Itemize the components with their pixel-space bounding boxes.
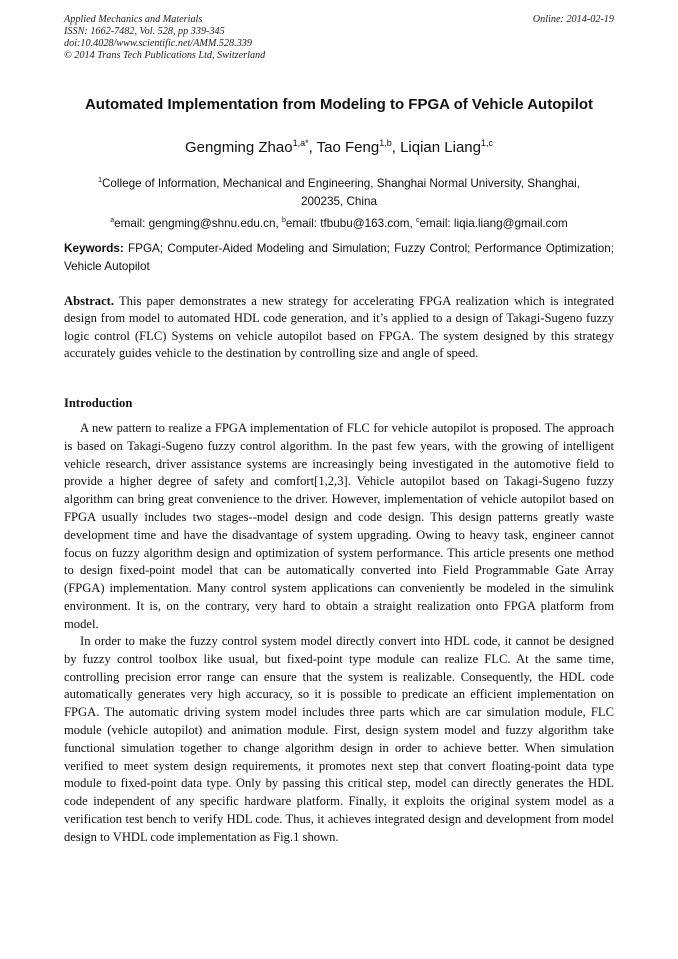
author-superscript: 1,b — [379, 138, 392, 148]
author-superscript: 1,c — [480, 138, 493, 148]
affiliation-superscript: 1 — [98, 177, 102, 185]
affiliation — [90, 175, 588, 211]
journal-name: Applied Mechanics and Materials — [64, 14, 203, 25]
author-name: Liqian Liang — [400, 139, 481, 156]
abstract — [64, 293, 614, 362]
online-date: Online: 2014-02-19 — [532, 14, 614, 25]
author-superscript: 1,a* — [292, 138, 309, 148]
email-list: $^a$email: gengming@shnu.edu.cn, $^b$email: tfbubu@163.com, $^c$email: liqia.liang@gmail.com — [110, 217, 568, 230]
affiliation-text: College of Information, Mechanical and Engineering, Shanghai Normal University, Shanghai, 200235, China — [101, 177, 580, 208]
intro-paragraph: In order to make the fuzzy control system model directly convert into HDL code, it cannot be designed by fuzzy control toolbox like usual, but fixed-point type module can realize FLC. At the same time, controlling precision error range can ensure that the system is realizable. Consequently, the HDL code automatically generates very high accuracy, so it is possible to predicate an efficient implementation on FPGA. The automatic driving system model includes three parts which are car simulation module, FLC module (vehicle autopilot) and animation module. First, design system model and fuzzy algorithm take functional simulation together to change algorithm design in order to achieve better. When simulation verified to meet system design requirements, it promotes next step that convert floating-point data type module to fixed-point data type. Only by passing this critical step, model can directly generates the HDL code independent of any specific hardware platform. Finally, it exploits the original system model as a verification test bench to verify HDL code. Thus, it achieves integrated design and development from model design to VHDL code implementation as Fig.1 shown. — [64, 634, 614, 844]
email-address[interactable]: email: gengming@shnu.edu.cn — [114, 217, 276, 230]
email-superscript: b — [281, 217, 286, 225]
journal-info — [64, 14, 265, 62]
keywords-text: FPGA; Computer-Aided Modeling and Simulation; Fuzzy Control; Performance Optimization; Vehicle Autopilot — [64, 242, 615, 273]
keywords — [64, 240, 614, 276]
author-name: Tao Feng — [316, 139, 380, 156]
intro-paragraph: A new pattern to realize a FPGA implementation of FLC for vehicle autopilot is proposed. The approach is based on Takagi-Sugeno fuzzy control algorithm. In the past few years, with the growing of intelligent vehicle research, driver assistance systems are increasingly being investigated in the automotive field to provide a higher degree of safety and comfort[1,2,3]. Vehicle autopilot based on Takagi-Sugeno fuzzy algorithm can bring great convenience to the driver. However, implementation of vehicle autopilot based on FPGA usually includes two stages--model design and code design. This design patterns greatly waste development time and have the disadvantage of system upgrading. Owing to heavy task, engineer cannot focus on fuzzy algorithm design and optimization of system performance. This article presents one method to design fixed-point model that can be automatically converted into Field Programmable Gate Array (FPGA) implementation. Many control system applications can conveniently be modeled in the simulink environment. It is, on the contrary, very hard to obtain a straight realization onto FPGA platform from model. — [64, 421, 614, 631]
abstract-text: This paper demonstrates a new strategy for accelerating FPGA realization which is integrated design from model to automated HDL code generation, and it’s applied to a design of Takagi-Sugeno fuzzy logic control (FLC) Systems on vehicle autopilot based on FPGA. The system designed by this strategy accurately guides vehicle to the destination by controlling size and angle of speed. — [64, 294, 614, 360]
journal-doi: doi:10.4028/www.scientific.net/AMM.528.339 — [64, 38, 252, 49]
email-superscript: c — [415, 217, 420, 225]
section-heading-introduction: Introduction — [64, 396, 133, 410]
author-list: Gengming Zhao$^{1,a*}$, Tao Feng$^{1,b}$, Liqian Liang$^{1,c}$ — [185, 138, 493, 156]
abstract-label: Abstract. — [64, 294, 115, 308]
email-address[interactable]: email: tfbubu@163.com — [285, 217, 410, 230]
email-superscript: a — [110, 217, 115, 225]
email-address[interactable]: email: liqia.liang@gmail.com — [419, 217, 568, 230]
author-name: Gengming Zhao — [185, 139, 293, 156]
keywords-label: Keywords: — [64, 242, 124, 255]
paper-title: Automated Implementation from Modeling to FPGA of Vehicle Autopilot — [84, 96, 594, 113]
journal-issn: ISSN: 1662-7482, Vol. 528, pp 339-345 — [64, 26, 225, 37]
journal-copyright: © 2014 Trans Tech Publications Ltd, Switzerland — [64, 50, 266, 61]
